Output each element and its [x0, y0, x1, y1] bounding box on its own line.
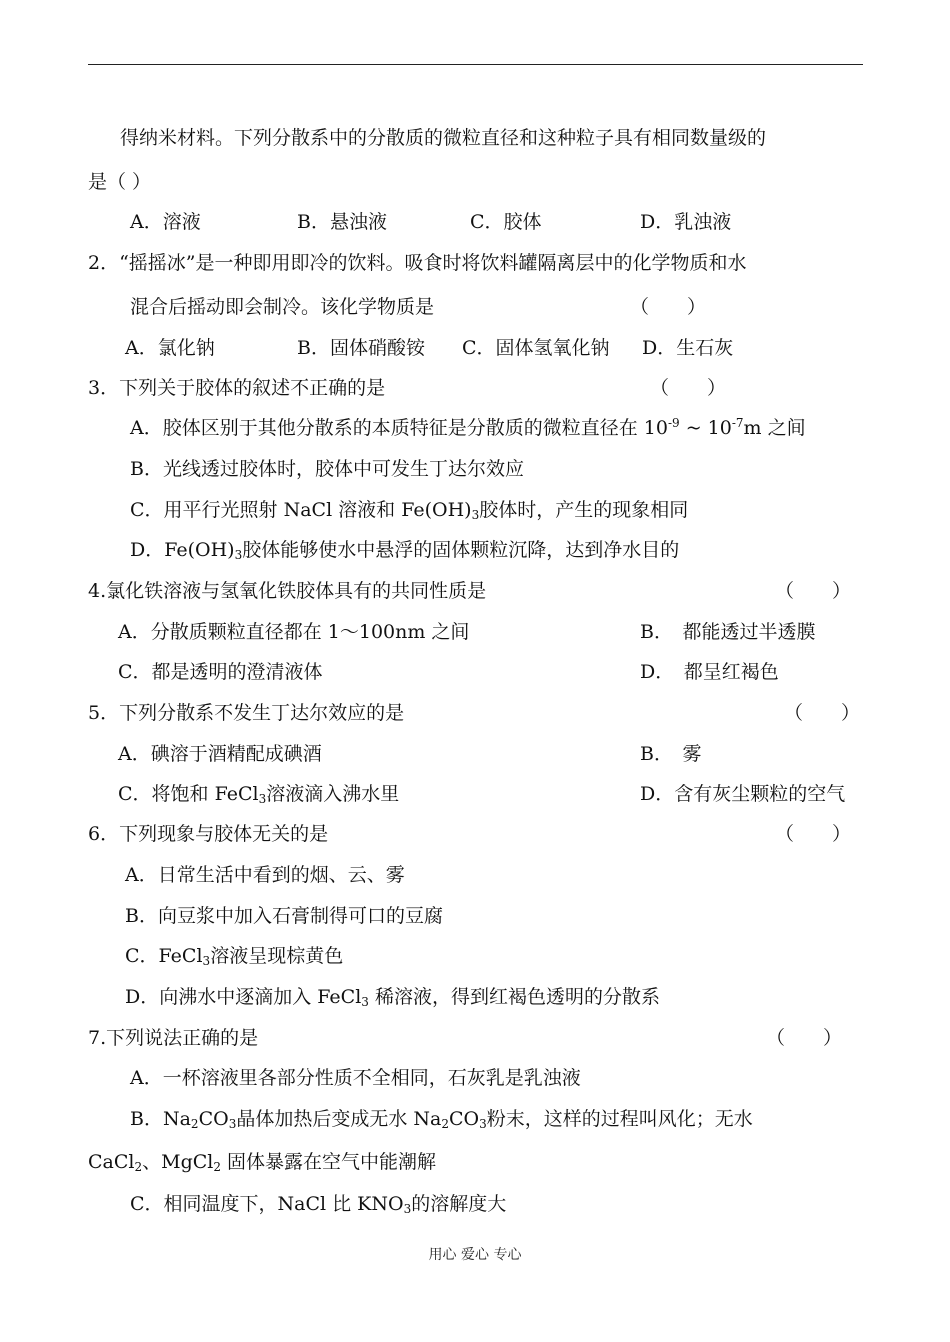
q3-option-c: C．用平行光照射 NaCl 溶液和 $Fe(OH)_3$胶体时，产生的现象相同	[130, 499, 689, 522]
q5-option-c: C．将饱和 FeCl$_3$溶液滴入沸水里	[118, 783, 400, 806]
q5-option-b: B． 雾	[640, 743, 702, 765]
q2-option-b: B．固体硝酸铵	[297, 337, 425, 359]
q1-option-c: C．胶体	[470, 211, 542, 233]
q6-option-a: A．日常生活中看到的烟、云、雾	[125, 864, 405, 886]
q5-option-d: D．含有灰尘颗粒的空气	[640, 783, 846, 805]
q6-answer-paren: （ ）	[775, 823, 852, 845]
q2-stem-line2: 混合后摇动即会制冷。该化学物质是	[130, 296, 435, 318]
q6-option-b: B．向豆浆中加入石膏制得可口的豆腐	[125, 905, 443, 927]
q7-stem: 7.下列说法正确的是	[88, 1027, 259, 1049]
q4-option-a: A．分散质颗粒直径都在 1～100nm 之间	[118, 621, 470, 643]
q6-option-d: D．向沸水中逐滴加入 FeCl$_3$ 稀溶液，得到红褐色透明的分散系	[125, 986, 660, 1009]
q4-option-c: C．都是透明的澄清液体	[118, 661, 323, 683]
q5-stem: 5．下列分散系不发生丁达尔效应的是	[88, 702, 405, 724]
page-footer: 用心 爱心 专心	[428, 1247, 522, 1263]
q7-answer-paren: （ ）	[766, 1027, 843, 1049]
q1-option-b: B．悬浊液	[297, 211, 387, 233]
q1-stem-line2: 是（ ）	[88, 171, 152, 193]
q2-answer-paren: （ ）	[630, 296, 707, 318]
q7-option-b-continued: CaCl$_2$、MgCl$_2$ 固体暴露在空气中能潮解	[88, 1151, 437, 1174]
q1-stem-line1: 得纳米材料。下列分散系中的分散质的微粒直径和这种粒子具有相同数量级的	[120, 127, 767, 149]
q3-option-b: B．光线透过胶体时，胶体中可发生丁达尔效应	[130, 458, 524, 480]
q7-option-a: A．一杯溶液里各部分性质不全相同，石灰乳是乳浊液	[130, 1067, 581, 1089]
q3-option-d: D．$Fe(OH)_3$胶体能够使水中悬浮的固体颗粒沉降，达到净水目的	[130, 539, 680, 562]
q4-stem: 4.氯化铁溶液与氢氧化铁胶体具有的共同性质是	[88, 580, 487, 602]
header-rule	[88, 64, 863, 65]
q7-option-b: B．$Na_2CO_3$晶体加热后变成无水 $Na_2CO_3$粉末，这样的过程叫风化；无水	[130, 1108, 753, 1131]
q4-answer-paren: （ ）	[775, 580, 852, 602]
q2-stem-line1: 2．“摇摇冰”是一种即用即冷的饮料。吸食时将饮料罐隔离层中的化学物质和水	[88, 252, 747, 274]
q3-stem: 3．下列关于胶体的叙述不正确的是	[88, 377, 386, 399]
q5-option-a: A．碘溶于酒精配成碘酒	[118, 743, 322, 765]
q5-answer-paren: （ ）	[784, 702, 861, 724]
q4-option-b: B． 都能透过半透膜	[640, 621, 816, 643]
q3-option-a: A．胶体区别于其他分散系的本质特征是分散质的微粒直径在 $10^{-9}$ ~ $10^{-7}m$ 之间	[130, 416, 806, 439]
q1-option-d: D．乳浊液	[640, 211, 732, 233]
q1-option-a: A．溶液	[130, 211, 201, 233]
q6-stem: 6．下列现象与胶体无关的是	[88, 823, 329, 845]
q3-answer-paren: （ ）	[650, 377, 727, 399]
q2-option-d: D．生石灰	[642, 337, 734, 359]
q4-option-d: D． 都呈红褐色	[640, 661, 779, 683]
q7-option-c: C．相同温度下，NaCl 比 $KNO_3$的溶解度大	[130, 1193, 507, 1216]
q6-option-c: C．FeCl$_3$溶液呈现棕黄色	[125, 945, 344, 968]
q2-option-c: C．固体氢氧化钠	[462, 337, 610, 359]
q2-option-a: A．氯化钠	[125, 337, 215, 359]
